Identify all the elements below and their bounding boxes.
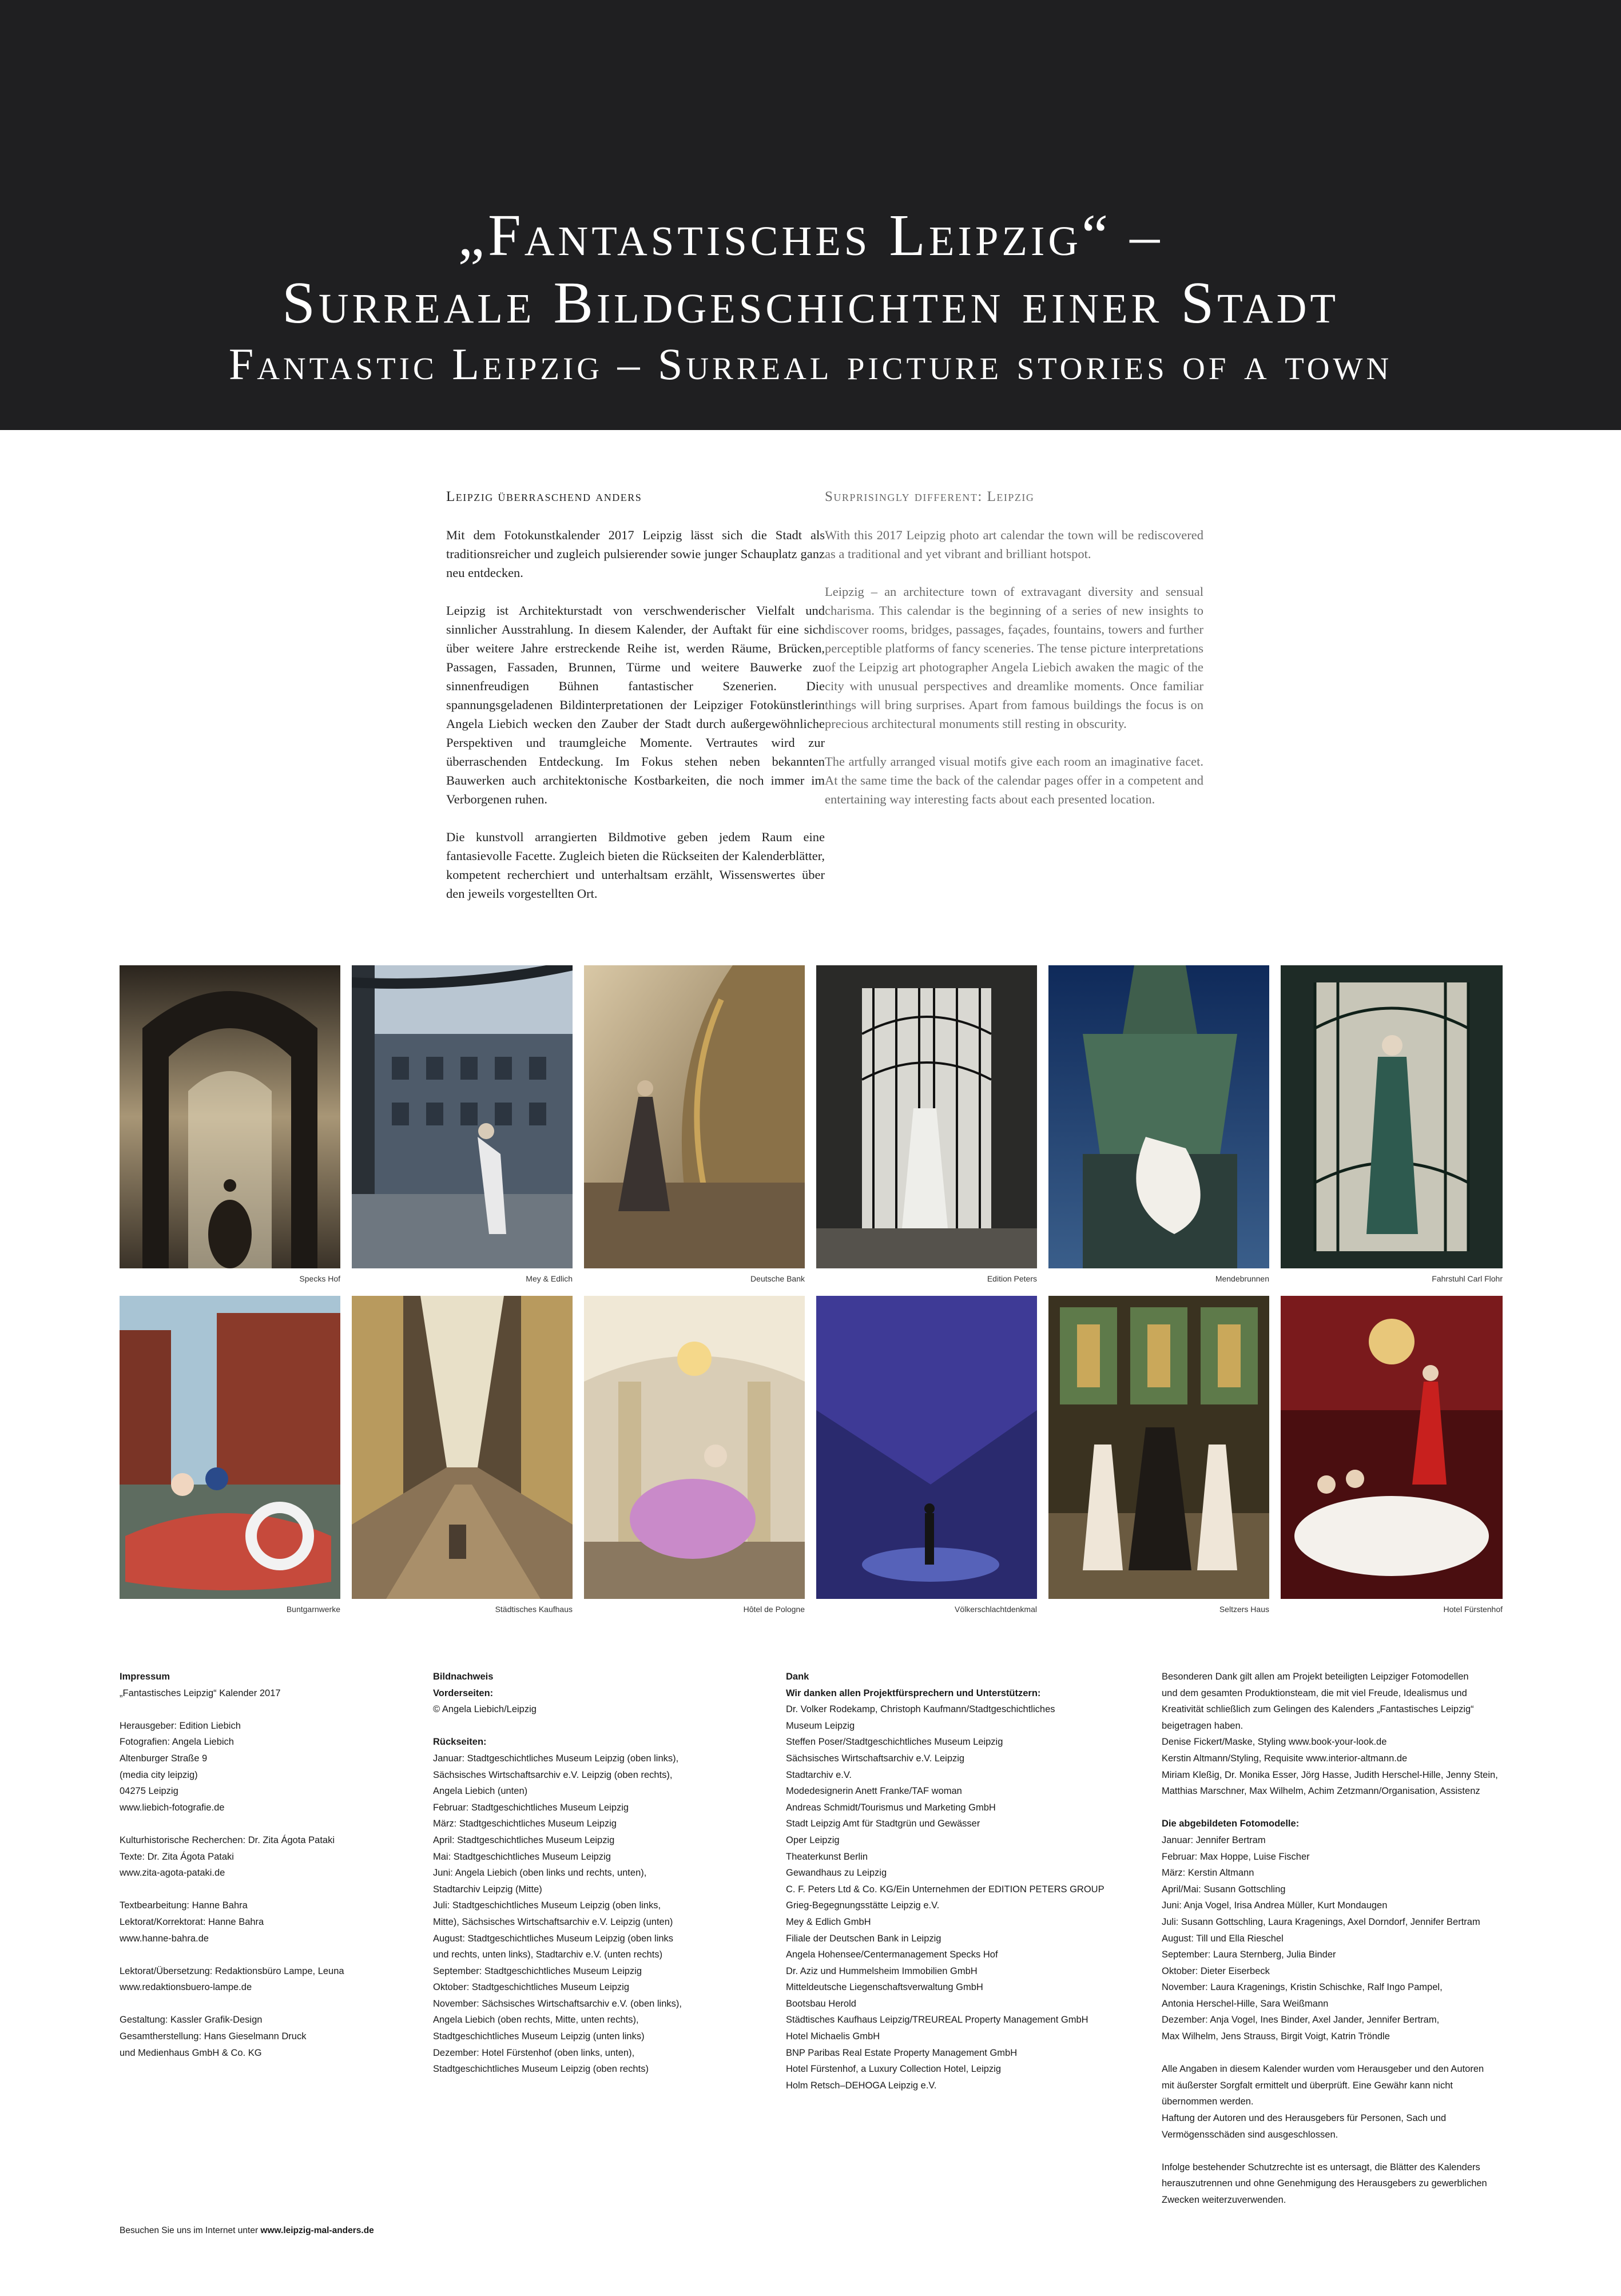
- column-line: www.hanne-bahra.de: [120, 1933, 209, 1944]
- column-line: April: Stadtgeschichtliches Museum Leipzig: [433, 1835, 615, 1845]
- photo-hotel-fuerstenhof: [1281, 1296, 1503, 1599]
- intro-english-paragraph: With this 2017 Leipzig photo art calendar the town will be rediscovered as a traditional and yet vibrant and brilliant hotspot.: [825, 528, 1203, 561]
- column-line: Andreas Schmidt/Tourismus und Marketing GmbH: [786, 1802, 996, 1813]
- column-line: Dezember: Hotel Fürstenhof (oben links, unten),: [433, 2047, 635, 2058]
- spacer: [120, 1816, 463, 1832]
- column-line: Max Wilhelm, Jens Strauss, Birgit Voigt, Katrin Tröndle: [1162, 2031, 1390, 2042]
- column-line: mit äußerster Sorgfalt ermittelt und überprüft. Eine Gewähr kann nicht: [1162, 2080, 1453, 2091]
- column-line: Januar: Jennifer Bertram: [1162, 1835, 1266, 1845]
- column-line: Bootsbau Herold: [786, 1998, 856, 2009]
- column-line: Lektorat/Übersetzung: Redaktionsbüro Lampe, Leuna: [120, 1965, 344, 1976]
- intro-english-paragraph: Leipzig – an architecture town of extravagant diversity and sensual charisma. This calendar is the beginning of a series of new insights to discover rooms, bridges, passages, façades, fountains, towers and further perceptible platforms of fancy sceneries. The tense picture interpretations of the Leipzig art photographer Angela Liebich awaken the magic of the city with unusual perspectives and dreamlike moments. Once familiar things will bring surprises. Apart from famous buildings the focus is on precious architectural monuments still resting in obscurity.: [825, 584, 1203, 731]
- column-line: Miriam Kleßig, Dr. Monika Esser, Jörg Hasse, Judith Herschel-Hille, Jenny Stein,: [1162, 1769, 1498, 1780]
- column-line: Textbearbeitung: Hanne Bahra: [120, 1900, 248, 1911]
- website-note: [120, 2226, 374, 2236]
- photo-caption: Deutsche Bank: [750, 1274, 805, 1283]
- title-line-1: „Fantastisches Leipzig“ –: [458, 202, 1163, 268]
- photo-caption: Mey & Edlich: [526, 1274, 573, 1283]
- bildnachweis-column: [433, 1669, 776, 2078]
- column-heading: Bildnachweis: [433, 1672, 494, 1682]
- column-line: und Medienhaus GmbH & Co. KG: [120, 2047, 262, 2058]
- column-line: beigetragen haben.: [1162, 1720, 1243, 1731]
- column-line: Gestaltung: Kassler Grafik-Design: [120, 2015, 263, 2026]
- column-line: Stadtarchiv e.V.: [786, 1769, 852, 1780]
- column-line: Oktober: Stadtgeschichtliches Museum Leipzig: [433, 1982, 630, 1993]
- column-line: Steffen Poser/Stadtgeschichtliches Museum Leipzig: [786, 1737, 1003, 1748]
- photo-hotel-de-pologne: [584, 1296, 805, 1599]
- photo-caption: Mendebrunnen: [1215, 1274, 1269, 1283]
- column-line: Juli: Susann Gottschling, Laura Kragenings, Axel Dorndorf, Jennifer Bertram: [1162, 1916, 1480, 1927]
- column-line: Angela Hohensee/Centermanagement Specks Hof: [786, 1949, 998, 1960]
- column-line: Stadt Leipzig Amt für Stadtgrün und Gewässer: [786, 1819, 980, 1829]
- photo-caption: Buntgarnwerke: [286, 1605, 340, 1614]
- column-line: Grieg-Begegnungsstätte Leipzig e.V.: [786, 1900, 940, 1911]
- column-line: © Angela Liebich/Leipzig: [433, 1704, 537, 1715]
- column-line: Stadtarchiv Leipzig (Mitte): [433, 1884, 542, 1895]
- column-line: Lektorat/Korrektorat: Hanne Bahra: [120, 1916, 264, 1927]
- photo-caption: Städtisches Kaufhaus: [495, 1605, 573, 1614]
- intro-german-paragraph: Die kunstvoll arrangierten Bildmotive geben jedem Raum eine fantasievolle Facette. Zugleich bieten die Rückseiten der Kalenderblätter, kompetent recherchiert und unterhaltsam erzählt, Wissenswertes über den jeweils vorgestellten Ort.: [446, 830, 825, 901]
- column-line: www.zita-agota-pataki.de: [120, 1868, 225, 1879]
- column-line: Sächsisches Wirtschaftsarchiv e.V. Leipzig: [786, 1753, 965, 1764]
- column-line: Dr. Aziz und Hummelsheim Immobilien GmbH: [786, 1965, 978, 1976]
- column-line: Mey & Edlich GmbH: [786, 1916, 871, 1927]
- column-heading: Die abgebildeten Fotomodelle:: [1162, 1819, 1300, 1829]
- spacer: [433, 1718, 776, 1734]
- photo-mey-edlich: [352, 965, 573, 1268]
- photo-staedtisches-kaufhaus: [352, 1296, 573, 1599]
- photo-buntgarnwerke: [120, 1296, 340, 1599]
- column-line: Februar: Stadtgeschichtliches Museum Leipzig: [433, 1802, 629, 1813]
- photo-specks-hof: [120, 965, 340, 1268]
- title-line-english: Fantastic Leipzig – Surreal picture stories of a town: [228, 339, 1393, 389]
- intro-english-paragraph: The artfully arranged visual motifs give each room an imaginative facet. At the same time the back of the calendar pages offer in a competent and entertaining way interesting facts about each presented location.: [825, 754, 1203, 806]
- photo-caption: Hôtel de Pologne: [743, 1605, 805, 1614]
- photo-mendebrunnen: [1048, 965, 1269, 1268]
- spacer: [1162, 2143, 1505, 2159]
- title-line-2: Surreale Bildgeschichten einer Stadt: [282, 270, 1339, 336]
- column-line: November: Laura Kragenings, Kristin Schischke, Ralf Ingo Pampel,: [1162, 1982, 1443, 1993]
- column-heading: Impressum: [120, 1672, 170, 1682]
- column-line: Angela Liebich (oben rechts, Mitte, unten rechts),: [433, 2015, 639, 2026]
- column-line: Herausgeber: Edition Liebich: [120, 1720, 241, 1731]
- spacer: [1162, 2045, 1505, 2062]
- column-line: Mai: Stadtgeschichtliches Museum Leipzig: [433, 1851, 611, 1862]
- website-link[interactable]: www.leipzig-mal-anders.de: [260, 2226, 374, 2235]
- column-line: (media city leipzig): [120, 1769, 198, 1780]
- column-line: Oktober: Dieter Eiserbeck: [1162, 1965, 1270, 1976]
- column-line: Dr. Volker Rodekamp, Christoph Kaufmann/Stadtgeschichtliches: [786, 1704, 1055, 1715]
- photo-caption: Fahrstuhl Carl Flohr: [1432, 1274, 1503, 1283]
- column-line: Dezember: Anja Vogel, Ines Binder, Axel Jander, Jennifer Bertram,: [1162, 2015, 1440, 2026]
- title-banner: [0, 0, 1621, 430]
- website-note-prefix: Besuchen Sie uns im Internet unter: [120, 2226, 261, 2235]
- column-line: Denise Fickert/Maske, Styling www.book-your-look.de: [1162, 1737, 1387, 1748]
- column-line: Januar: Stadtgeschichtliches Museum Leipzig (oben links),: [433, 1753, 679, 1764]
- spacer: [120, 1881, 463, 1898]
- photo-caption: Specks Hof: [299, 1274, 340, 1283]
- photo-caption: Völkerschlachtdenkmal: [955, 1605, 1037, 1614]
- column-heading: Wir danken allen Projektfürsprechern und Unterstützern:: [786, 1688, 1041, 1698]
- photo-fahrstuhl-carl-flohr: [1281, 965, 1503, 1268]
- column-line: Haftung der Autoren und des Herausgebers für Personen, Sach und: [1162, 2113, 1447, 2124]
- column-line: Fotografien: Angela Liebich: [120, 1737, 234, 1748]
- column-line: Zwecken weiterzuverwenden.: [1162, 2195, 1286, 2205]
- column-line: August: Till und Ella Rieschel: [1162, 1933, 1284, 1944]
- column-line: Infolge bestehender Schutzrechte ist es untersagt, die Blätter des Kalenders: [1162, 2162, 1480, 2172]
- column-line: Hotel Michaelis GmbH: [786, 2031, 880, 2042]
- column-line: Städtisches Kaufhaus Leipzig/TREUREAL Property Management GmbH: [786, 2015, 1088, 2026]
- column-line: Kerstin Altmann/Styling, Requisite www.interior-altmann.de: [1162, 1753, 1408, 1764]
- column-line: Juni: Anja Vogel, Irisa Andrea Müller, Kurt Mondaugen: [1162, 1900, 1388, 1911]
- column-line: März: Kerstin Altmann: [1162, 1868, 1254, 1879]
- column-line: Juli: Stadtgeschichtliches Museum Leipzig (oben links,: [433, 1900, 661, 1911]
- spacer: [120, 1947, 463, 1963]
- photo-caption: Hotel Fürstenhof: [1443, 1605, 1503, 1614]
- column-line: herauszutrennen und ohne Genehmigung des Herausgebers zu gewerblichen: [1162, 2178, 1487, 2189]
- column-line: November: Sächsisches Wirtschaftsarchiv e.V. (oben links),: [433, 1998, 682, 2009]
- column-line: BNP Paribas Real Estate Property Management GmbH: [786, 2047, 1018, 2058]
- column-line: Juni: Angela Liebich (oben links und rechts, unten),: [433, 1868, 647, 1879]
- column-line: Februar: Max Hoppe, Luise Fischer: [1162, 1851, 1310, 1862]
- column-heading: Rückseiten:: [433, 1737, 487, 1748]
- column-line: Angela Liebich (unten): [433, 1786, 528, 1797]
- intro-german-paragraph: Leipzig ist Architekturstadt von verschwenderischer Vielfalt und sinnlicher Ausstrahlung. In diesem Kalender, der Auftakt für eine sich über weitere Jahre erstreckende Reihe ist, werden Räume, Brücken, Passagen, Fassaden, Brunnen, Türme und weitere Bauwerke zu sinnenfreudigen Bühnen fantastischer Szenerien. Die spannungsgeladenen Bildinterpretationen der Leipziger Fotokünstlerin Angela Liebich wecken den Zauber der Stadt durch außergewöhnliche Perspektiven und traumgleiche Momente. Vertrautes wird zur überraschenden Entdeckung. Im Fokus stehen neben bekannten Bauwerken auch architektonische Kostbarkeiten, die noch immer im Verborgenen ruhen.: [446, 603, 825, 806]
- intro-german: [446, 487, 825, 922]
- intro-english-heading: Surprisingly different: Leipzig: [825, 489, 1035, 504]
- column-line: Filiale der Deutschen Bank in Leipzig: [786, 1933, 941, 1944]
- photo-deutsche-bank: [584, 965, 805, 1268]
- column-line: Sächsisches Wirtschaftsarchiv e.V. Leipzig (oben rechts),: [433, 1769, 673, 1780]
- column-line: Besonderen Dank gilt allen am Projekt beteiligten Leipziger Fotomodellen: [1162, 1672, 1469, 1682]
- photo-edition-peters: [816, 965, 1037, 1268]
- column-line: www.liebich-fotografie.de: [120, 1802, 225, 1813]
- column-line: Stadtgeschichtliches Museum Leipzig (oben rechts): [433, 2064, 649, 2075]
- dank-column: [786, 1669, 1129, 2094]
- column-line: übernommen werden.: [1162, 2096, 1254, 2107]
- column-line: www.redaktionsbuero-lampe.de: [120, 1982, 252, 1993]
- column-line: September: Laura Sternberg, Julia Binder: [1162, 1949, 1336, 1960]
- photo-caption: Seltzers Haus: [1219, 1605, 1269, 1614]
- column-heading: Dank: [786, 1672, 809, 1682]
- intro-english: [825, 487, 1203, 827]
- column-line: Modedesignerin Anett Franke/TAF woman: [786, 1786, 962, 1797]
- photo-caption: Edition Peters: [987, 1274, 1037, 1283]
- spacer: [120, 1996, 463, 2012]
- photo-voelkerschlachtdenkmal: [816, 1296, 1037, 1599]
- column-line: Holm Retsch–DEHOGA Leipzig e.V.: [786, 2080, 937, 2091]
- column-line: Mitteldeutsche Liegenschaftsverwaltung GmbH: [786, 1982, 983, 1993]
- column-line: Altenburger Straße 9: [120, 1753, 208, 1764]
- column-line: Gesamtherstellung: Hans Gieselmann Druck: [120, 2031, 307, 2042]
- column-line: Oper Leipzig: [786, 1835, 840, 1845]
- column-heading: Vorderseiten:: [433, 1688, 494, 1698]
- column-line: „Fantastisches Leipzig“ Kalender 2017: [120, 1688, 281, 1698]
- column-line: Theaterkunst Berlin: [786, 1851, 868, 1862]
- spacer: [120, 1701, 463, 1718]
- column-line: 04275 Leipzig: [120, 1786, 178, 1797]
- column-line: Hotel Fürstenhof, a Luxury Collection Hotel, Leipzig: [786, 2064, 1002, 2075]
- column-line: August: Stadtgeschichtliches Museum Leipzig (oben links: [433, 1933, 674, 1944]
- column-line: Mitte), Sächsisches Wirtschaftsarchiv e.V. Leipzig (unten): [433, 1916, 673, 1927]
- column-line: Antonia Herschel-Hille, Sara Weißmann: [1162, 1998, 1329, 2009]
- column-line: Museum Leipzig: [786, 1720, 855, 1731]
- intro-german-heading: Leipzig überraschend anders: [446, 489, 642, 504]
- intro-german-paragraph: Mit dem Fotokunstkalender 2017 Leipzig lässt sich die Stadt als traditionsreicher und zugleich pulsierender sowie junger Schauplatz ganz neu entdecken.: [446, 528, 825, 580]
- fotomodelle-column: [1162, 1669, 1505, 2209]
- column-line: Kulturhistorische Recherchen: Dr. Zita Ágota Pataki: [120, 1835, 335, 1845]
- column-line: C. F. Peters Ltd & Co. KG/Ein Unternehmen der EDITION PETERS GROUP: [786, 1884, 1104, 1895]
- column-line: September: Stadtgeschichtliches Museum Leipzig: [433, 1965, 642, 1976]
- column-line: Texte: Dr. Zita Ágota Pataki: [120, 1851, 234, 1862]
- column-line: und rechts, unten links), Stadtarchiv e.V. (unten rechts): [433, 1949, 663, 1960]
- spacer: [1162, 1800, 1505, 1816]
- column-line: Vermögensschäden sind ausgeschlossen.: [1162, 2129, 1338, 2140]
- impressum-column: [120, 1669, 463, 2061]
- column-line: Alle Angaben in diesem Kalender wurden vom Herausgeber und den Autoren: [1162, 2064, 1484, 2075]
- column-line: Stadtgeschichtliches Museum Leipzig (unten links): [433, 2031, 645, 2042]
- column-line: Matthias Marschner, Max Wilhelm, Achim Zetzmann/Organisation, Assistenz: [1162, 1786, 1480, 1797]
- column-line: und dem gesamten Produktionsteam, die mit viel Freude, Idealismus und: [1162, 1688, 1467, 1698]
- column-line: Gewandhaus zu Leipzig: [786, 1868, 887, 1879]
- photo-seltzers-haus: [1048, 1296, 1269, 1599]
- column-line: März: Stadtgeschichtliches Museum Leipzig: [433, 1819, 617, 1829]
- column-line: April/Mai: Susann Gottschling: [1162, 1884, 1286, 1895]
- column-line: Kreativität schließlich zum Gelingen des Kalenders „Fantastisches Leipzig“: [1162, 1704, 1474, 1715]
